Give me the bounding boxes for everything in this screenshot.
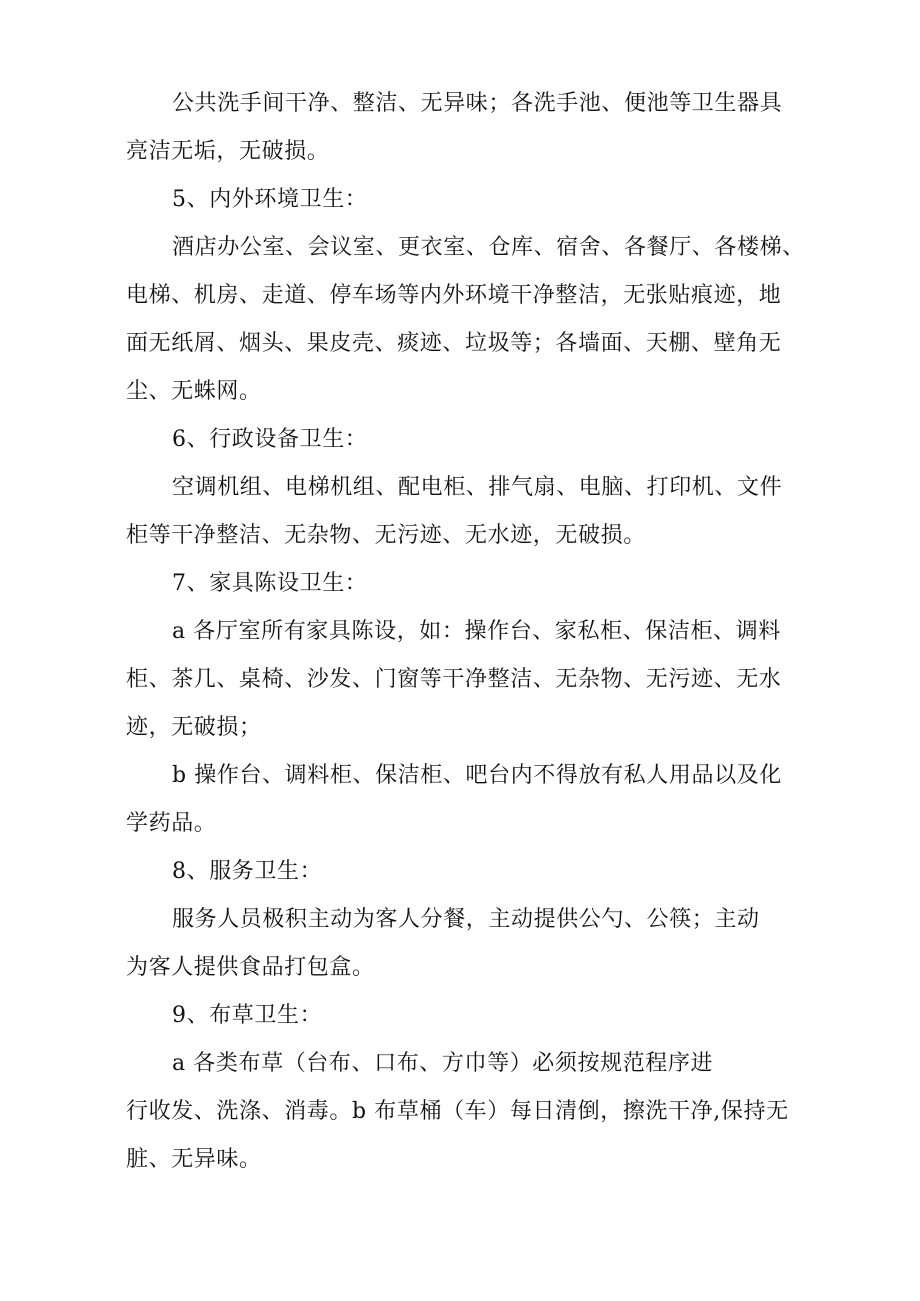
heading-linen: 9、布草卫生： [172, 1003, 323, 1028]
paragraph-environment-line-2: 电梯、机房、走道、停车场等内外环境干净整洁，无张贴痕迹，地 [126, 283, 782, 308]
paragraph-environment-line-3: 面无纸屑、烟头、果皮壳、痰迹、垃圾等；各墙面、天棚、壁角无 [126, 331, 782, 356]
paragraph-linen-line-3: 脏、无异味。 [126, 1147, 262, 1172]
paragraph-equipment-line-1: 空调机组、电梯机组、配电柜、排气扇、电脑、打印机、文件 [172, 475, 783, 500]
heading-admin-equipment: 6、行政设备卫生： [172, 427, 368, 452]
paragraph-equipment-line-2: 柜等干净整洁、无杂物、无污迹、无水迹，无破损。 [126, 523, 646, 548]
heading-service: 8、服务卫生： [172, 859, 323, 884]
paragraph-furniture-a-line-1: a 各厅室所有家具陈设，如：操作台、家私柜、保洁柜、调料 [172, 619, 781, 644]
paragraph-environment-line-1: 酒店办公室、会议室、更衣室、仓库、宿舍、各餐厅、各楼梯、 [172, 235, 805, 260]
paragraph-service-line-2: 为客人提供食品打包盒。 [126, 955, 375, 980]
heading-furniture: 7、家具陈设卫生： [172, 571, 368, 596]
paragraph-linen-line-2: 行收发、洗涤、消毒。b 布草桶（车）每日清倒，擦洗干净,保持无 [126, 1099, 789, 1124]
paragraph-furniture-a-line-3: 迹，无破损； [126, 715, 262, 740]
paragraph-furniture-b-line-2: 学药品。 [126, 811, 217, 836]
paragraph-furniture-b-line-1: b 操作台、调料柜、保洁柜、吧台内不得放有私人用品以及化 [172, 763, 782, 788]
paragraph-furniture-a-line-2: 柜、茶几、桌椅、沙发、门窗等干净整洁、无杂物、无污迹、无水 [126, 667, 782, 692]
paragraph-restroom-line-1: 公共洗手间干净、整洁、无异味；各洗手池、便池等卫生器具 [172, 91, 783, 116]
paragraph-environment-line-4: 尘、无蛛网。 [126, 379, 262, 404]
paragraph-service-line-1: 服务人员极积主动为客人分餐，主动提供公勺、公筷；主动 [172, 907, 760, 932]
paragraph-linen-line-1: a 各类布草（台布、口布、方巾等）必须按规范程序进 [172, 1051, 714, 1076]
heading-environment: 5、内外环境卫生： [172, 187, 368, 212]
paragraph-restroom-line-2: 亮洁无垢，无破损。 [126, 139, 330, 164]
